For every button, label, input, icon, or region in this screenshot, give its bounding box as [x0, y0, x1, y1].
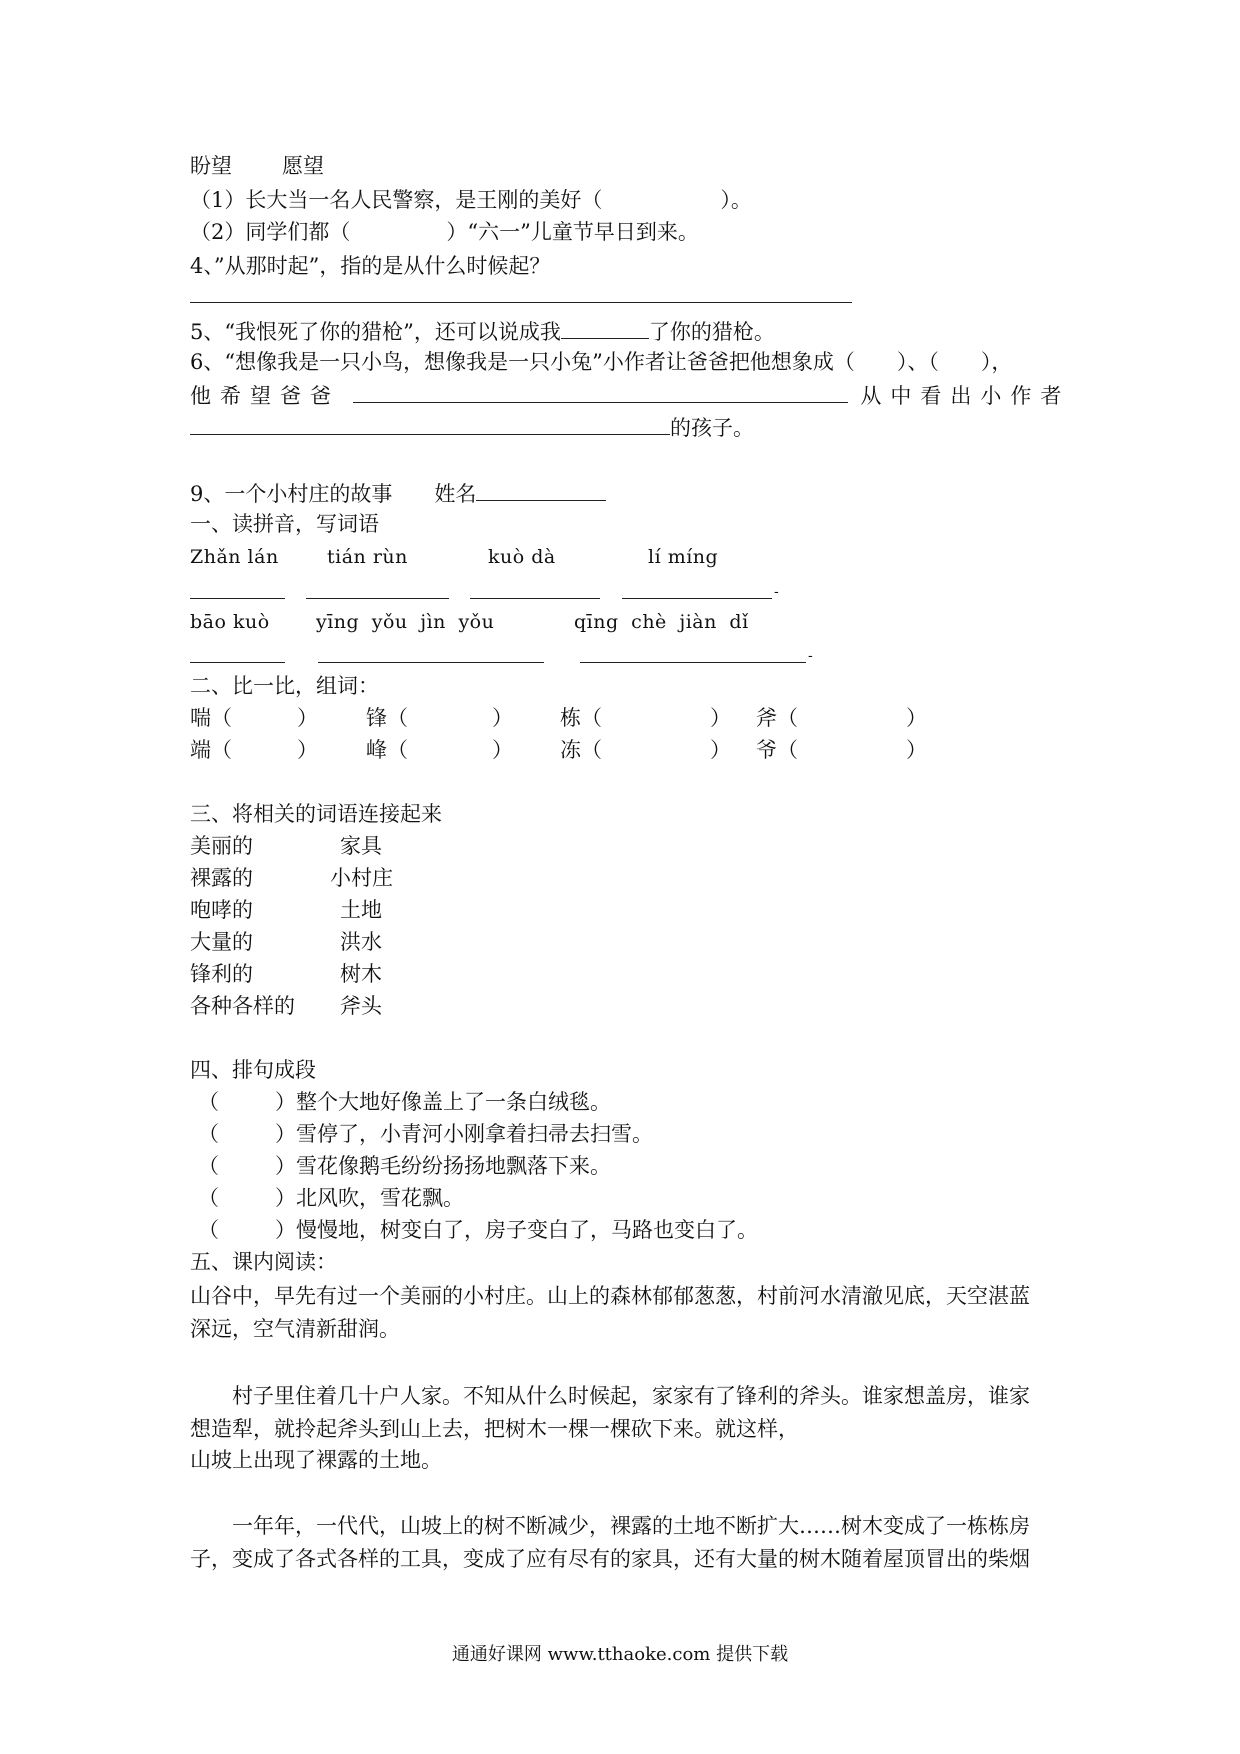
compare-close: ） — [906, 738, 927, 762]
answer-blank-5[interactable] — [561, 316, 649, 339]
match-left: 各种各样的 — [190, 994, 295, 1018]
dash-mark: - — [774, 584, 779, 600]
answer-line[interactable] — [580, 662, 806, 663]
match-right: 小村庄 — [330, 866, 393, 890]
section-5-heading: 五、课内阅读： — [190, 1250, 337, 1274]
name-blank[interactable] — [476, 478, 606, 501]
fill-question-1: （1）长大当一名人民警察，是王刚的美好（ ）。 — [190, 188, 752, 212]
order-sentence: ）雪停了，小青河小刚拿着扫帚去扫雪。 — [275, 1122, 653, 1146]
match-left: 裸露的 — [190, 866, 253, 890]
compare-close: ） — [492, 706, 513, 730]
reading-paragraph-2-end: 山坡上出现了裸露的土地。 — [190, 1448, 442, 1472]
order-sentence: ）雪花像鹅毛纷纷扬扬地飘落下来。 — [275, 1154, 611, 1178]
pinyin-baokuo: bāo kuò — [190, 611, 270, 633]
pinyin-kuoda: kuò dà — [488, 546, 556, 568]
section-3-heading: 三、将相关的词语连接起来 — [190, 802, 442, 826]
reading-paragraph-2: 村子里住着几十户人家。不知从什么时候起，家家有了锋利的斧头。谁家想盖房，谁家想造犁，就拎起斧头到山上去，把树木一棵一棵砍下来。就这样， — [190, 1384, 1030, 1441]
question-6-line2: 他希望爸爸 从中看出小作者 — [190, 380, 1050, 410]
dash-mark: - — [808, 648, 813, 664]
word-yuanwang: 愿望 — [282, 154, 324, 178]
compare-close: ） — [710, 738, 731, 762]
compare-close: ） — [906, 706, 927, 730]
compare-item: 栋（ — [560, 706, 602, 730]
order-open: （ — [198, 1090, 219, 1114]
order-sentence: ）慢慢地，树变白了，房子变白了，马路也变白了。 — [275, 1218, 758, 1242]
compare-close: ） — [710, 706, 731, 730]
match-left: 锋利的 — [190, 962, 253, 986]
order-open: （ — [198, 1122, 219, 1146]
pinyin-tianrun: tián rùn — [327, 546, 408, 568]
match-left: 大量的 — [190, 930, 253, 954]
answer-blank-6a[interactable] — [353, 380, 848, 403]
question-6-line3: 的孩子。 — [190, 412, 754, 442]
answer-line[interactable] — [470, 598, 600, 599]
reading-paragraph-1: 山谷中，早先有过一个美丽的小村庄。山上的森林郁郁葱葱，村前河水清澈见底，天空湛蓝深远，空气清新甜润。 — [190, 1284, 1030, 1341]
match-right: 洪水 — [340, 930, 382, 954]
order-open: （ — [198, 1186, 219, 1210]
footer-source: 通通好课网 www.tthaoke.com 提供下载 — [451, 1644, 789, 1665]
match-left: 咆哮的 — [190, 898, 253, 922]
pinyin-qingchejiandi: qīng chè jiàn dǐ — [574, 611, 749, 633]
question-4: 4、”从那时起”，指的是从什么时候起？ — [190, 254, 551, 278]
answer-line[interactable] — [306, 598, 449, 599]
order-sentence: ）北风吹，雪花飘。 — [275, 1186, 464, 1210]
compare-item: 斧（ — [756, 706, 798, 730]
answer-line-4[interactable] — [190, 302, 852, 303]
question-6-line1: 6、“想像我是一只小鸟，想像我是一只小兔”小作者让爸爸把他想象成（ ）、（ ）， — [190, 350, 1013, 374]
compare-item: 冻（ — [560, 738, 602, 762]
compare-item: 端（ — [190, 738, 232, 762]
answer-line[interactable] — [190, 662, 285, 663]
question-5: 5、“我恨死了你的猎枪”，还可以说成我 了你的猎枪。 — [190, 316, 775, 346]
answer-line[interactable] — [622, 598, 772, 599]
word-pair — [190, 152, 324, 180]
pinyin-liming: lí míng — [648, 546, 719, 568]
word-panwang: 盼望 — [190, 154, 232, 178]
compare-item: 锋（ — [366, 706, 408, 730]
match-right: 家具 — [340, 834, 382, 858]
section-1-heading: 一、读拼音，写词语 — [190, 512, 379, 536]
match-left: 美丽的 — [190, 834, 253, 858]
order-open: （ — [198, 1218, 219, 1242]
match-right: 斧头 — [340, 994, 382, 1018]
compare-item: 爷（ — [756, 738, 798, 762]
compare-close: ） — [297, 738, 318, 762]
fill-question-2: （2）同学们都（ ）“六一”儿童节早日到来。 — [190, 220, 699, 244]
match-right: 土地 — [340, 898, 382, 922]
pinyin-yingyoujinyou: yīng yǒu jìn yǒu — [316, 611, 495, 633]
section-2-heading: 二、比一比，组词： — [190, 674, 379, 698]
order-sentence: ）整个大地好像盖上了一条白绒毯。 — [275, 1090, 611, 1114]
reading-paragraph-3: 一年年，一代代，山坡上的树不断减少，裸露的土地不断扩大……树木变成了一栋栋房子，变成了各式各样的工具，变成了应有尽有的家具，还有大量的树木随着屋顶冒出的柴烟 — [190, 1514, 1030, 1571]
compare-close: ） — [492, 738, 513, 762]
section-4-heading: 四、排句成段 — [190, 1058, 316, 1082]
lesson-title: 9、一个小村庄的故事 姓名 — [190, 478, 606, 508]
answer-line[interactable] — [318, 662, 544, 663]
order-open: （ — [198, 1154, 219, 1178]
answer-line[interactable] — [190, 598, 285, 599]
pinyin-zhanlan: Zhǎn lán — [190, 546, 279, 568]
compare-item: 峰（ — [366, 738, 408, 762]
match-right: 树木 — [340, 962, 382, 986]
compare-item: 喘（ — [190, 706, 232, 730]
answer-blank-6b[interactable] — [190, 412, 670, 435]
compare-close: ） — [297, 706, 318, 730]
